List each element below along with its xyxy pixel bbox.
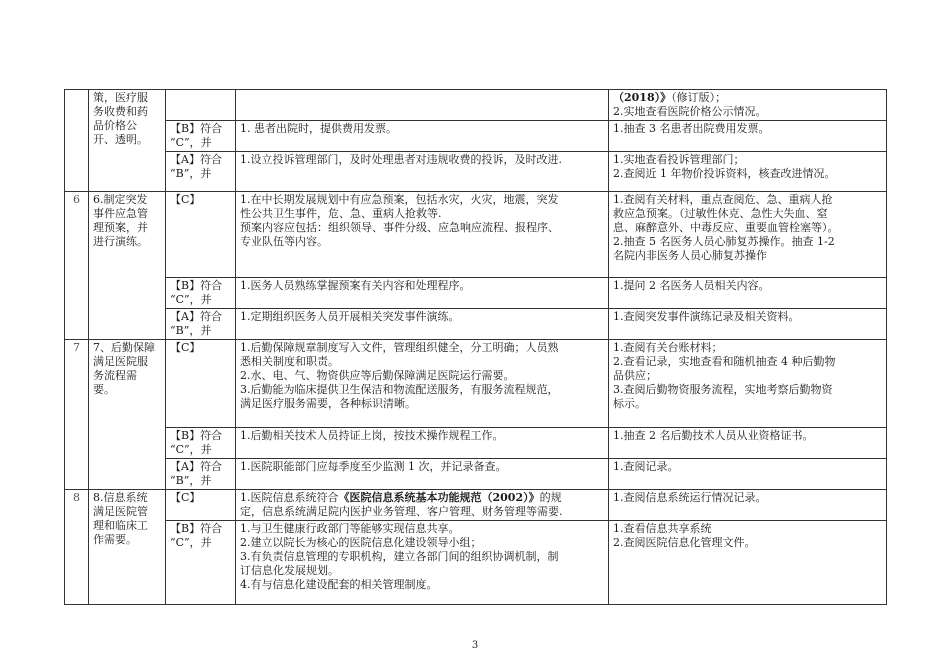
requirement-line: 1.后勤相关技术人员持证上岗，按技术操作规程工作。: [240, 429, 504, 442]
grade-level-line: “C”，并: [170, 443, 212, 456]
grade-level-line: 【A】符合: [170, 153, 222, 166]
standards-table: [64, 89, 887, 605]
method-line: [613, 153, 882, 167]
grade-level: [166, 340, 236, 428]
requirement-line: 4.有与信息化建设配套的相关管理制度。: [240, 578, 438, 591]
standard-title: 《医院信息系统基本功能规范（2002）》: [338, 491, 540, 504]
method-line: [613, 122, 882, 136]
grade-level-line: 【B】符合: [170, 279, 223, 292]
requirement-cell: [236, 90, 609, 121]
method-line: [613, 522, 882, 536]
requirement-line: 1.后勤保障规章制度写入文件，管理组织健全，分工明确；人员熟: [240, 341, 559, 354]
criterion-line: 品价格公: [93, 119, 137, 132]
method-line: [613, 235, 882, 249]
criterion-line: 6.制定突发: [93, 193, 148, 206]
table-row: [65, 121, 887, 152]
method-line: [613, 167, 882, 181]
method-text: （2018）》: [613, 91, 672, 104]
item-number: 6: [65, 192, 89, 340]
method-line: [613, 249, 882, 263]
requirement-cell: [236, 121, 609, 152]
requirement-line: 2.建立以院长为核心的医院信息化建设领导小组；: [240, 536, 482, 549]
evaluation-method-cell: [609, 340, 887, 428]
requirement-cell: [236, 340, 609, 428]
method-text: 1.查阅有关台账材料；: [613, 341, 723, 354]
criterion-line: 理预案，并: [93, 221, 148, 234]
grade-level-line: 【B】符合: [170, 122, 223, 135]
criterion-line: 事件应急管: [93, 207, 148, 220]
grade-level-line: 【B】符合: [170, 522, 223, 535]
evaluation-method-cell: [609, 490, 887, 521]
method-text: 1.提问 2 名医务人员相关内容。: [613, 279, 770, 292]
evaluation-method-cell: [609, 428, 887, 459]
criterion-cell: [89, 490, 166, 605]
table-row: [65, 459, 887, 490]
evaluation-method-cell: [609, 90, 887, 121]
grade-level: [166, 309, 236, 340]
method-line: [613, 383, 882, 397]
method-line: [613, 221, 882, 235]
requirement-line: 3.后勤能为临床提供卫生保洁和物流配送服务，有服务流程规范，: [240, 383, 559, 396]
grade-level-line: “B”，并: [170, 324, 212, 337]
evaluation-method-cell: [609, 152, 887, 192]
grade-level: [166, 278, 236, 309]
table-row: [65, 152, 887, 192]
table-row: [65, 278, 887, 309]
grade-level: [166, 521, 236, 605]
requirement-cell: [236, 490, 609, 521]
evaluation-method-cell: [609, 192, 887, 278]
requirement-cell: [236, 428, 609, 459]
method-line: [613, 91, 882, 105]
method-line: [613, 105, 882, 119]
method-text: 1.实地查看投诉管理部门；: [613, 153, 745, 166]
criterion-line: 开、透明。: [93, 133, 148, 146]
method-text: 2.查阅近 1 年物价投诉资料，核查改进情况。: [613, 167, 836, 180]
requirement-line: 1.设立投诉管理部门，及时处理患者对违规收费的投诉，及时改进.: [240, 153, 562, 166]
criterion-line: 满足医院服: [93, 355, 148, 368]
requirement-line: 3.有负责信息管理的专职机构，建立各部门间的组织协调机制，制: [240, 550, 559, 563]
method-line: [613, 193, 882, 207]
requirement-line: 1.医院信息系统符合《医院信息系统基本功能规范（2002）》的规: [240, 491, 562, 504]
grade-level-line: 【C】: [170, 193, 201, 206]
method-line: [613, 397, 882, 411]
grade-level-line: 【B】符合: [170, 429, 223, 442]
requirement-cell: [236, 459, 609, 490]
grade-level-line: 【C】: [170, 341, 201, 354]
grade-level: [166, 428, 236, 459]
requirement-cell: [236, 309, 609, 340]
requirement-line: 性公共卫生事件，危、急、重病人抢救等.: [240, 207, 442, 220]
item-number: 8: [65, 490, 89, 605]
grade-level: [166, 121, 236, 152]
method-line: [613, 429, 882, 443]
grade-level-line: “B”，并: [170, 167, 212, 180]
requirement-line: 悉相关制度和职责。: [240, 355, 339, 368]
evaluation-method-cell: [609, 521, 887, 605]
method-text: 2.抽查 5 名医务人员心肺复苏操作。抽查 1-2: [613, 235, 835, 248]
requirement-line: 1.医务人员熟练掌握预案有关内容和处理程序。: [240, 279, 471, 292]
criterion-line: 务收费和药: [93, 105, 148, 118]
table-row: [65, 428, 887, 459]
item-number: 7: [65, 340, 89, 490]
criterion-line: 要。: [93, 383, 115, 396]
method-line: [613, 310, 882, 324]
method-text: 名院内非医务人员心肺复苏操作: [613, 249, 767, 262]
criterion-line: 满足医院管: [93, 505, 148, 518]
method-text: 3.查阅后勤物资服务流程，实地考察后勤物资: [613, 383, 833, 396]
table-row: [65, 490, 887, 521]
criterion-line: 进行演练。: [93, 235, 148, 248]
requirement-line: 1.与卫生健康行政部门等能够实现信息共享。: [240, 522, 460, 535]
criterion-line: 作需要。: [93, 533, 137, 546]
grade-level: [166, 152, 236, 192]
criterion-line: 理和临床工: [93, 519, 148, 532]
method-text: 2.实地查看医院价格公示情况。: [613, 105, 767, 118]
requirement-cell: [236, 192, 609, 278]
grade-level-line: 【A】符合: [170, 310, 222, 323]
criterion-line: 务流程需: [93, 369, 137, 382]
requirement-cell: [236, 278, 609, 309]
table-row: [65, 309, 887, 340]
method-line: [613, 207, 882, 221]
requirement-line: 1. 患者出院时，提供费用发票。: [240, 122, 397, 135]
method-text: 1.抽查 2 名后勤技术人员从业资格证书。: [613, 429, 814, 442]
requirement-line: 专业队伍等内容。: [240, 235, 328, 248]
requirement-cell: [236, 152, 609, 192]
method-text: 品供应；: [613, 369, 657, 382]
grade-level-line: 【C】: [170, 491, 201, 504]
requirement-line: 1.定期组织医务人员开展相关突发事件演练。: [240, 310, 460, 323]
table-row: [65, 90, 887, 121]
requirement-line: 定，信息系统满足院内医护业务管理、客户管理、财务管理等需要.: [240, 505, 563, 518]
method-text: 救应急预案。（过敏性休克、急性大失血、窒: [613, 207, 828, 220]
requirement-line: 1.在中长期发展规划中有应急预案，包括水灾，火灾，地震，突发: [240, 193, 559, 206]
grade-level: [166, 490, 236, 521]
method-line: [613, 536, 882, 550]
grade-level: [166, 90, 236, 121]
evaluation-method-cell: [609, 278, 887, 309]
grade-level-line: “C”，并: [170, 293, 212, 306]
evaluation-method-cell: [609, 309, 887, 340]
grade-level-line: “C”，并: [170, 136, 212, 149]
evaluation-method-cell: [609, 459, 887, 490]
table-row: [65, 192, 887, 278]
method-text: 1.抽查 3 名患者出院费用发票。: [613, 122, 770, 135]
method-text: 息、麻醉意外、中毒反应、重要血管栓塞等）。: [613, 221, 839, 234]
criterion-line: 策，医疗服: [93, 91, 148, 104]
requirement-line: 2.水、电、气、物资供应等后勤保障满足医院运行需要。: [240, 369, 515, 382]
grade-level: [166, 459, 236, 490]
criterion-line: 8.信息系统: [93, 491, 148, 504]
method-line: [613, 279, 882, 293]
criterion-cell: [89, 192, 166, 340]
requirement-line: 预案内容应包括：组织领导、事件分级、应急响应流程、报程序、: [240, 221, 559, 234]
grade-level-line: “C”，并: [170, 536, 212, 549]
method-line: [613, 460, 882, 474]
table-row: [65, 521, 887, 605]
table-row: [65, 340, 887, 428]
grade-level-line: “B”，并: [170, 474, 212, 487]
method-line: [613, 369, 882, 383]
method-text: 1.查看信息共享系统: [613, 522, 712, 535]
requirement-line: 1.医院职能部门应每季度至少监测 1 次，并记录备查。: [240, 460, 507, 473]
grade-level-line: 【A】符合: [170, 460, 222, 473]
criterion-cell: [89, 90, 166, 192]
grade-level: [166, 192, 236, 278]
method-text: 2.查阅医院信息化管理文件。: [613, 536, 756, 549]
page-number: 3: [471, 640, 479, 651]
method-line: [613, 341, 882, 355]
requirement-cell: [236, 521, 609, 605]
method-text: 1.查阅有关材料，重点查阅危、急、重病人抢: [613, 193, 833, 206]
criterion-line: 7、后勤保障: [93, 341, 155, 354]
criterion-cell: [89, 340, 166, 490]
method-text-rest: （修订版）；: [671, 91, 727, 104]
method-text: 2.查看记录，实地查看和随机抽查 4 种后勤物: [613, 355, 836, 368]
evaluation-method-cell: [609, 121, 887, 152]
method-text: 标示。: [613, 397, 646, 410]
method-line: [613, 491, 882, 505]
method-text: 1.查阅信息系统运行情况记录。: [613, 491, 767, 504]
item-number: [65, 90, 89, 192]
method-text: 1.查阅记录。: [613, 460, 679, 473]
method-text: 1.查阅突发事件演练记录及相关资料。: [613, 310, 800, 323]
requirement-line: 满足医疗服务需要，各种标识清晰。: [240, 397, 416, 410]
requirement-line: 订信息化发展规划。: [240, 564, 339, 577]
method-line: [613, 355, 882, 369]
